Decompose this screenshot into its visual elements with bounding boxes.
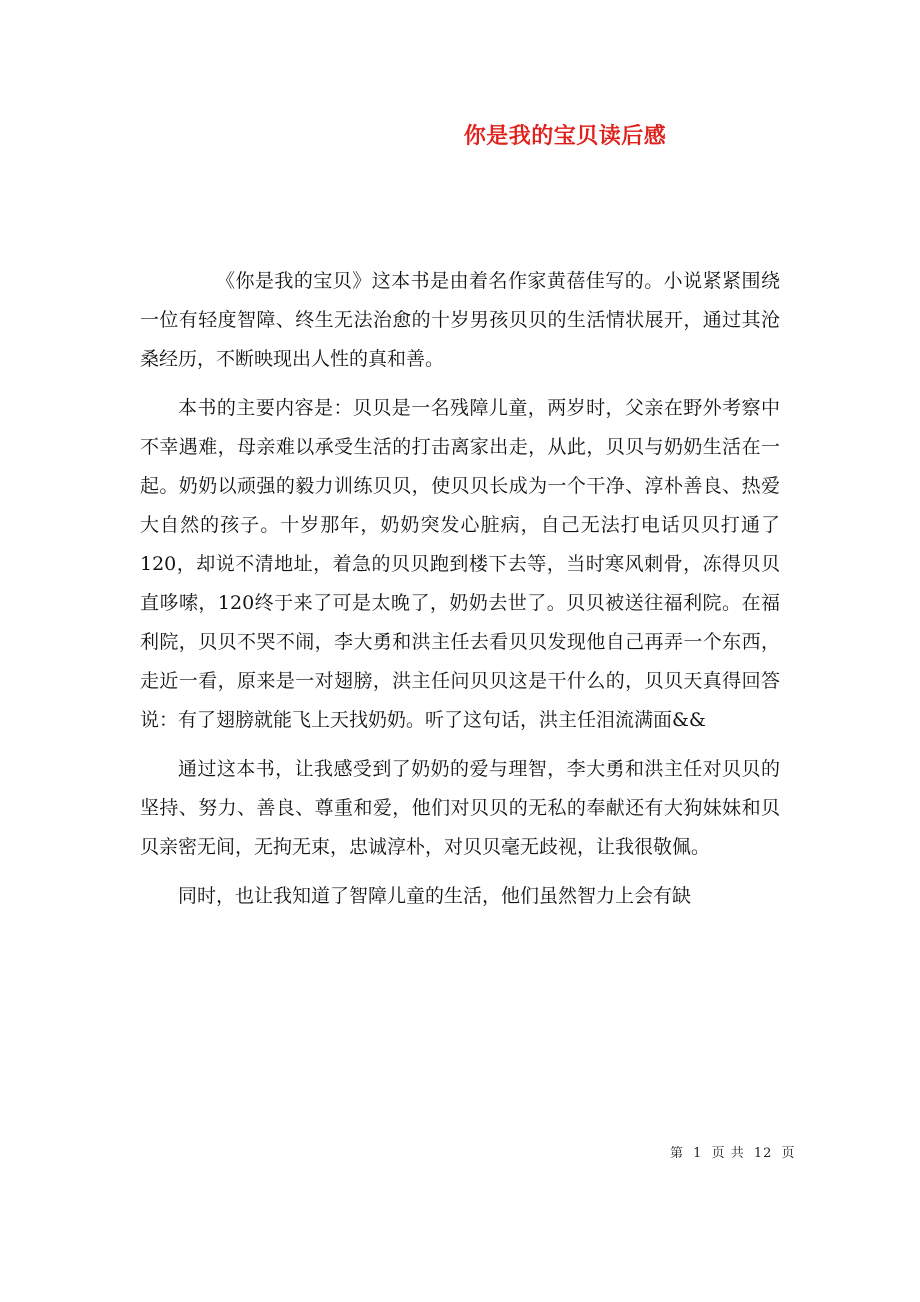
footer-prefix: 第: [670, 1146, 685, 1161]
footer-middle: 页 共: [711, 1146, 745, 1161]
footer-suffix: 页: [781, 1146, 796, 1161]
document-body: [140, 262, 780, 926]
paragraph-intro: 《你是我的宝贝》这本书是由着名作家黄蓓佳写的。小说紧紧围绕一位有轻度智障、终生无法治愈的十岁男孩贝贝的生活情状展开，通过其沧桑经历，不断映现出人性的真和善。: [140, 270, 780, 370]
document-title: 你是我的宝贝读后感: [463, 123, 667, 149]
paragraph-reflection: 通过这本书，让我感受到了奶奶的爱与理智，李大勇和洪主任对贝贝的坚持、努力、善良、尊重和爱，他们对贝贝的无私的奉献还有大狗妹妹和贝贝亲密无间，无拘无束，忠诚淳朴，对贝贝毫无歧视，让我很敬佩。: [140, 758, 780, 858]
page-footer: [668, 1142, 798, 1161]
footer-page-number: 1: [693, 1146, 703, 1161]
paragraph-continuation: 同时，也让我知道了智障儿童的生活，他们虽然智力上会有缺: [178, 885, 692, 907]
paragraph-summary: 本书的主要内容是：贝贝是一名残障儿童，两岁时，父亲在野外考察中不幸遇难，母亲难以承受生活的打击离家出走，从此，贝贝与奶奶生活在一起。奶奶以顽强的毅力训练贝贝，使贝贝长成为一个干净、淳朴善良、热爱大自然的孩子。十岁那年，奶奶突发心脏病，自己无法打电话贝贝打通了120，却说不清地址，着急的贝贝跑到楼下去等，当时寒风刺骨，冻得贝贝直哆嗦，120终于来了可是太晚了，奶奶去世了。贝贝被送往福利院。在福利院，贝贝不哭不闹，李大勇和洪主任去看贝贝发现他自己再弄一个东西，走近一看，原来是一对翅膀，洪主任问贝贝这是干什么的，贝贝天真得回答说：有了翅膀就能飞上天找奶奶。听了这句话，洪主任泪流满面&&: [140, 397, 780, 731]
footer-page-total: 12: [753, 1146, 773, 1161]
